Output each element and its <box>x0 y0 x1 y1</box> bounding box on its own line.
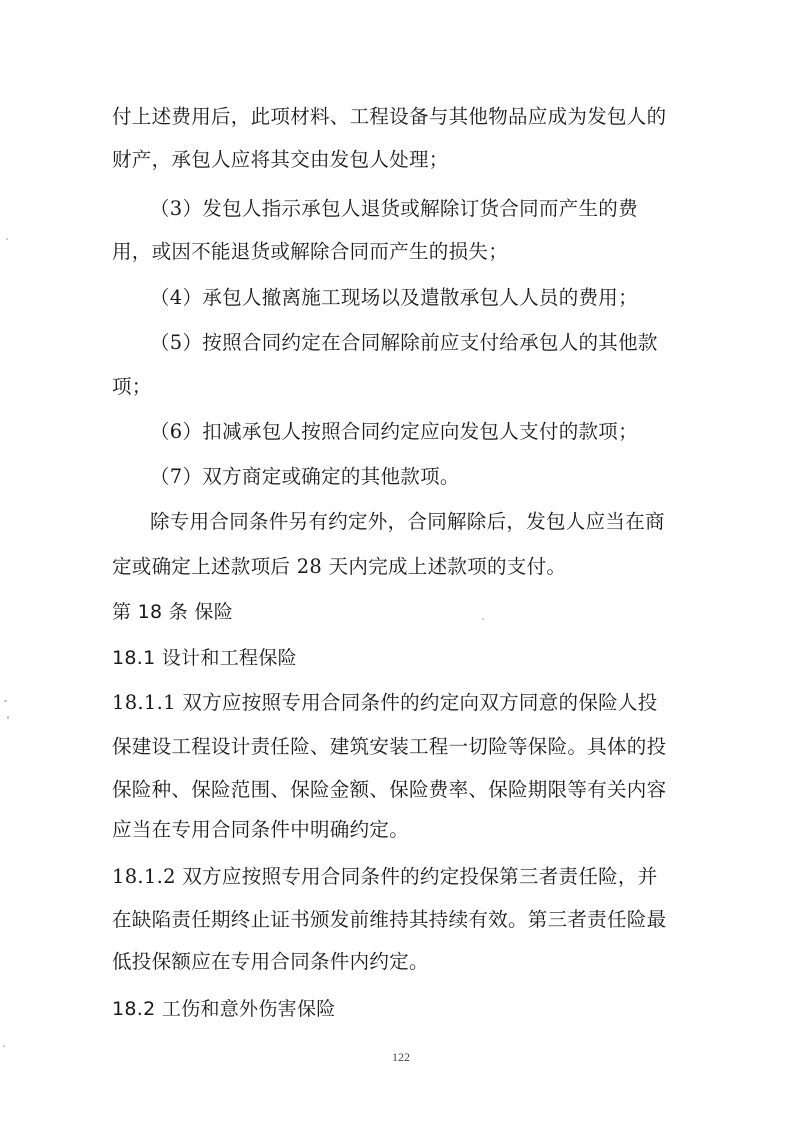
clause-line: 保建设工程设计责任险、建筑安装工程一切险等保险。具体的投 <box>112 735 667 758</box>
scan-speck <box>7 716 9 719</box>
clause-line: 应当在专用合同条件中明确约定。 <box>112 818 410 841</box>
subsection-heading: 18.2 工伤和意外伤害保险 <box>112 998 336 1020</box>
text-line: 财产，承包人应将其交由发包人处理； <box>112 148 449 171</box>
scan-speck <box>482 618 484 620</box>
page-number: 122 <box>392 1050 410 1064</box>
list-item-5: （5）按照合同约定在合同解除前应支付给承包人的其他款 <box>150 331 658 354</box>
scan-speck <box>6 238 8 240</box>
list-item-4: （4）承包人撤离施工现场以及遣散承包人人员的费用； <box>150 286 638 309</box>
clause-line: 在缺陷责任期终止证书颁发前维持其持续有效。第三者责任险最 <box>112 908 667 931</box>
text-line: 项； <box>112 375 152 398</box>
text-line: 用，或因不能退货或解除合同而产生的损失； <box>112 240 509 263</box>
scan-speck <box>3 1045 5 1047</box>
clause-line: 低投保额应在专用合同条件内约定。 <box>112 950 429 973</box>
clause-line: 18.1.2 双方应按照专用合同条件的约定投保第三者责任险，并 <box>112 865 658 888</box>
list-item-3: （3）发包人指示承包人退货或解除订货合同而产生的费 <box>150 197 638 220</box>
text-line: 付上述费用后，此项材料、工程设备与其他物品应成为发包人的 <box>112 105 667 128</box>
section-heading: 第 18 条 保险 <box>112 601 233 623</box>
paragraph-line: 除专用合同条件另有约定外，合同解除后，发包人应当在商 <box>150 510 665 533</box>
list-item-7: （7）双方商定或确定的其他款项。 <box>150 465 460 488</box>
list-item-6: （6）扣减承包人按照合同约定应向发包人支付的款项； <box>150 420 638 443</box>
paragraph-line: 定或确定上述款项后 28 天内完成上述款项的支付。 <box>112 555 567 578</box>
clause-line: 保险种、保险范围、保险金额、保险费率、保险期限等有关内容 <box>112 778 667 801</box>
clause-line: 18.1.1 双方应按照专用合同条件的约定向双方同意的保险人投 <box>112 691 658 714</box>
scan-speck <box>4 700 7 702</box>
subsection-heading: 18.1 设计和工程保险 <box>112 647 297 669</box>
